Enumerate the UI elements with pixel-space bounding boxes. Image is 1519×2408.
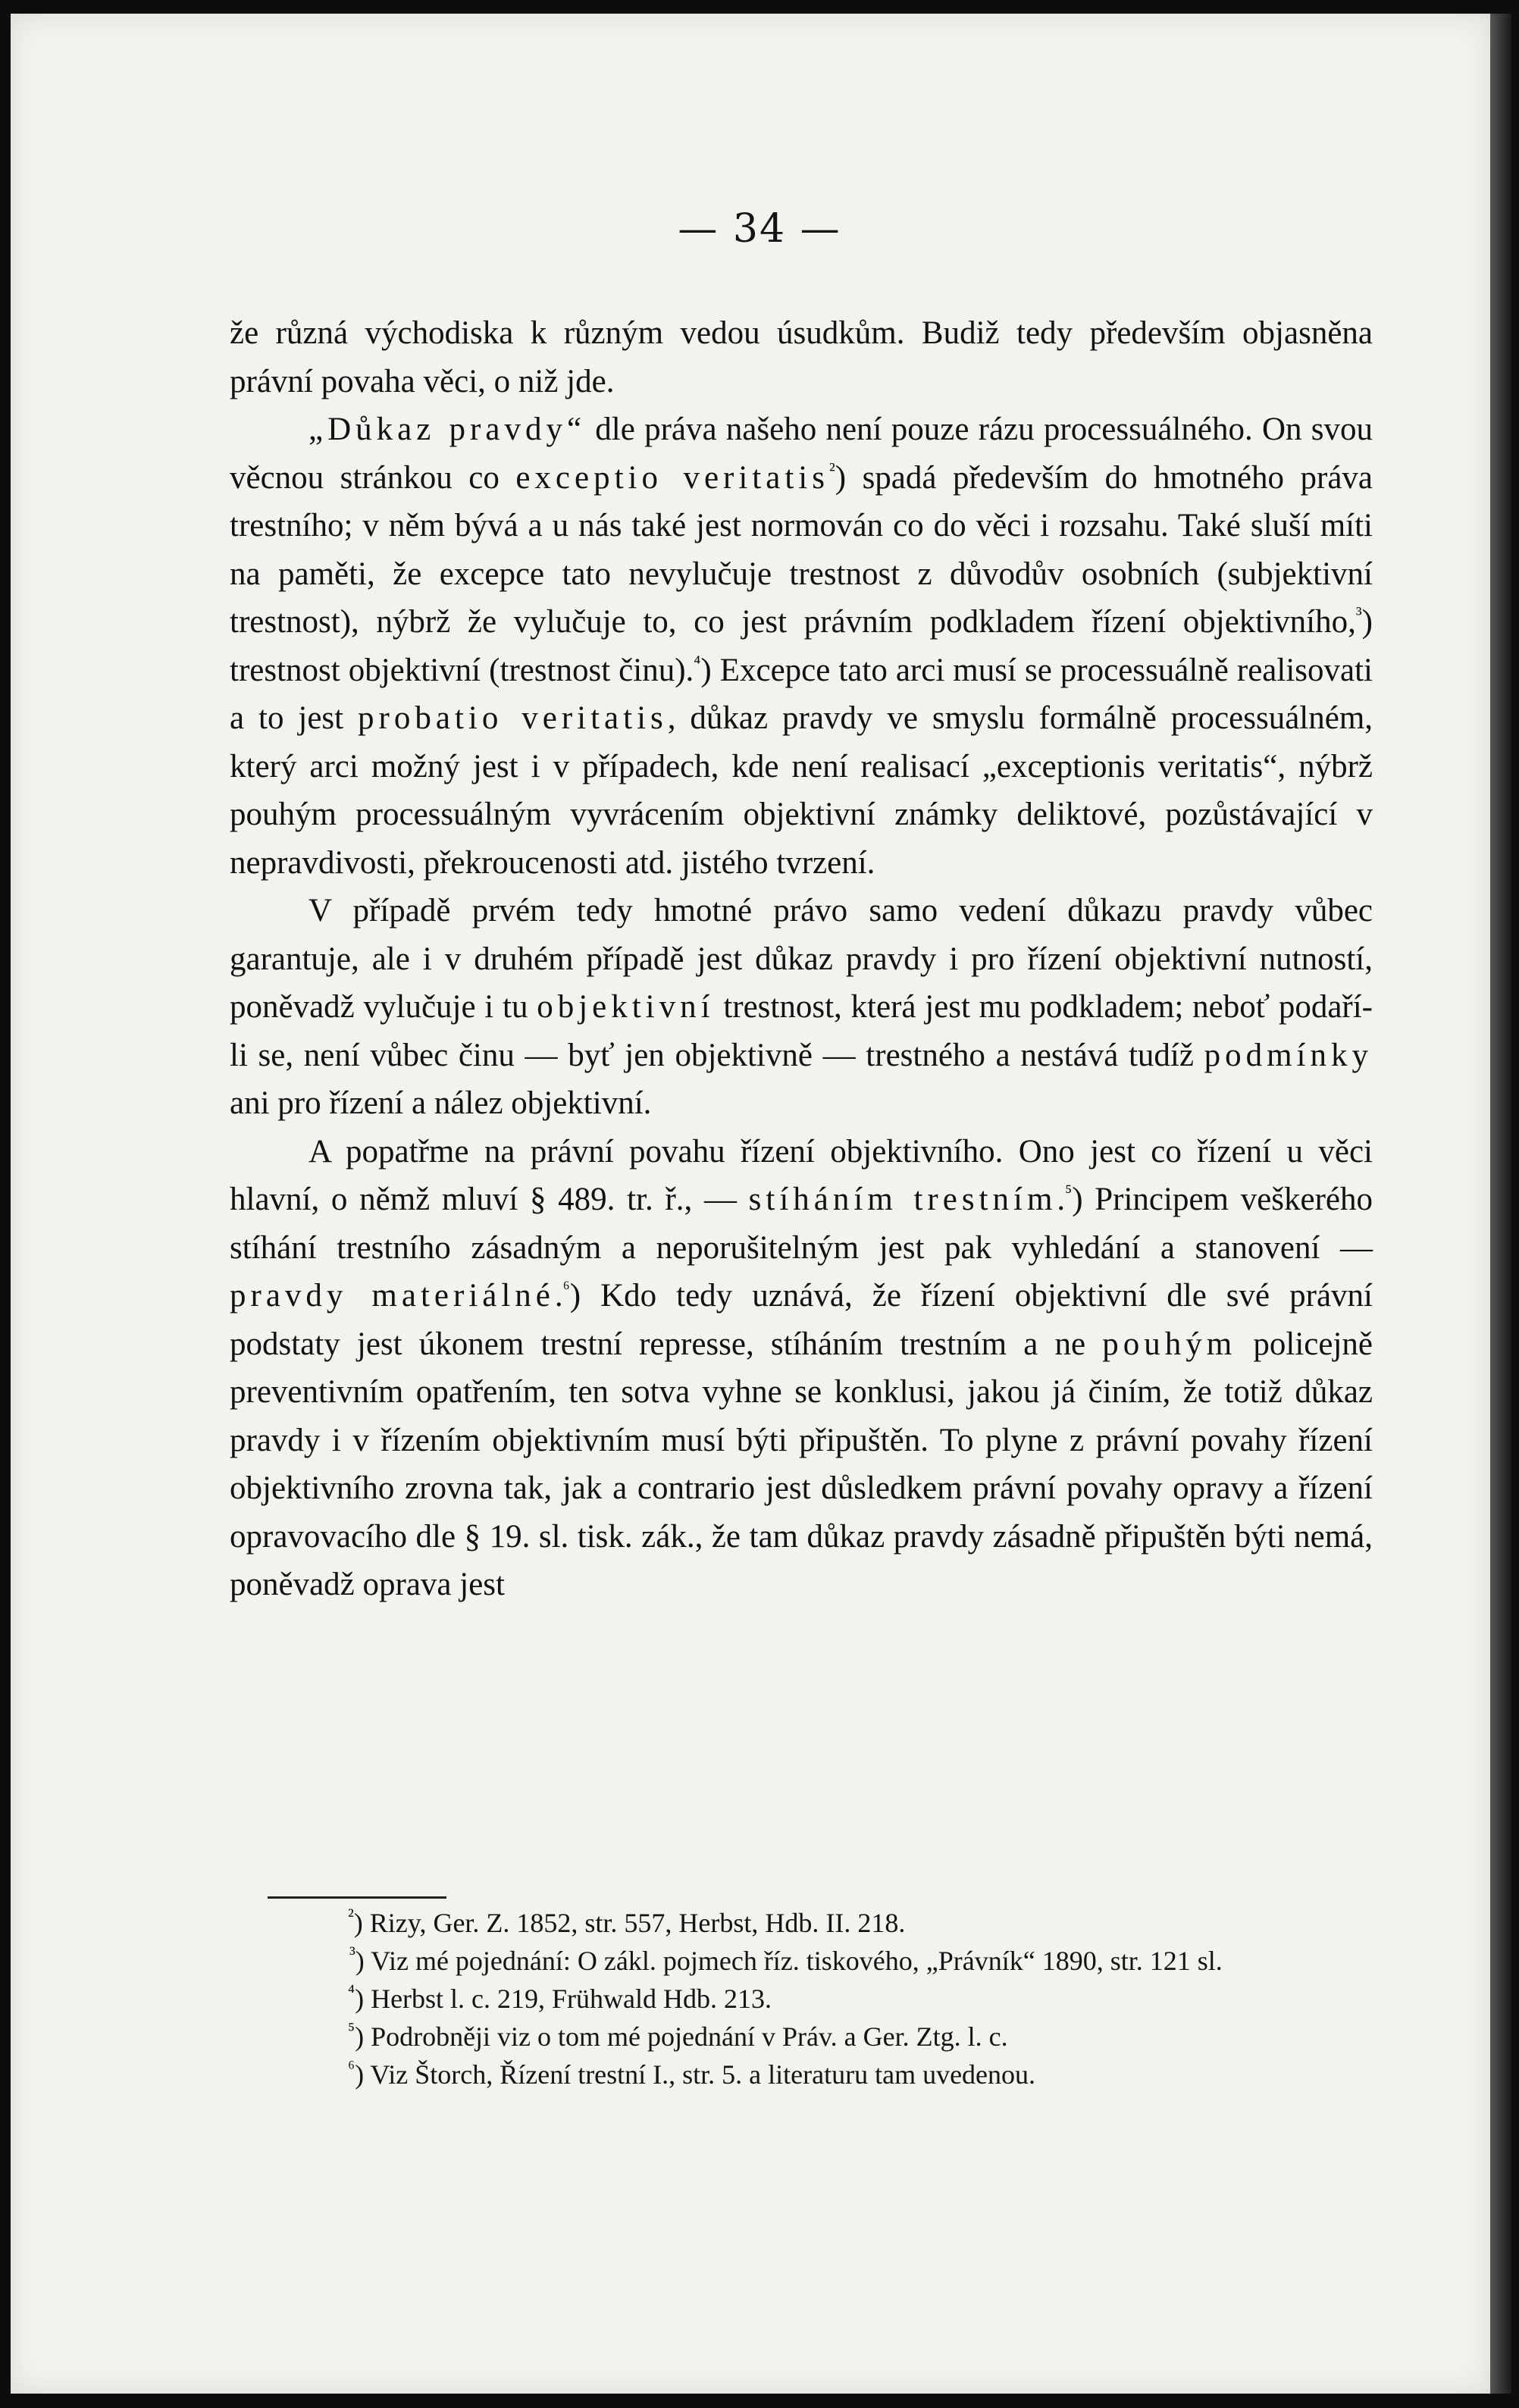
term-podminky: podmínky: [1204, 1037, 1373, 1073]
footnote-ref-3: ³: [1355, 603, 1362, 625]
footnote-divider: [268, 1896, 446, 1899]
footnote-2: $^{^2}$) Rizy, Ger. Z. 1852, str. 557, Herbst, Hdb. II. 218.: [348, 1905, 906, 1938]
paragraph-2: „Důkaz pravdy“ dle práva našeho není pouze rázu processuálného. On svou věcnou stránkou co exceptio veritatis$^{^2}$) spadá především do hmotného práva trestního; v něm bývá a u nás také jest normován co do věci i rozsahu. Také sluší míti na paměti, že excepce tato nevylučuje trestnost z důvodův osobních (subjektivní trestnost), nýbrž že vylučuje to, co jest právním podkladem řízení objektivního,$^{^3}$) trestnost objektivní (trestnost činu).$^{^4}$) Excepce tato arci musí se processuálně realisovati a to jest probatio veritatis, důkaz pravdy ve smyslu formálně processuálném, který arci možný jest i v případech, kde není realisací „exceptionis veritatis“, nýbrž pouhým processuálným vyvrácením objektivní známky deliktové, pozůstávající v nepravdivosti, překroucenosti atd. jistého tvrzení.: [230, 412, 1373, 881]
footnote-5: $^{^5}$) Podrobněji viz o tom mé pojednání v Práv. a Ger. Ztg. l. c.: [348, 2018, 1008, 2052]
footnote-ref-4: ⁴: [694, 651, 701, 674]
footnotes: [230, 1904, 1373, 2093]
footnote-3: $^{^3}$) Viz mé pojednání: O zákl. pojmech říz. tiskového, „Právník“ 1890, str. 121 sl.: [349, 1943, 1223, 1976]
footnote-6: $^{^6}$) Viz Štorch, Řízení trestní I., str. 5. a literaturu tam uvedenou.: [348, 2056, 1036, 2090]
term-pouhym: pouhým: [1102, 1326, 1237, 1362]
footnote-ref-5: ⁵: [1065, 1180, 1073, 1203]
page-number: — 34 —: [678, 206, 841, 252]
term-dukaz-pravdy: „Důkaz pravdy“: [308, 412, 587, 447]
main-text: [230, 309, 1373, 1609]
term-pravdy-materialne: pravdy materiálné: [230, 1278, 555, 1314]
footnote-ref-2: ²: [828, 459, 835, 481]
term-stihanim-trestnim: stíháním trestním: [748, 1182, 1057, 1217]
paragraph-1: že různá východiska k různým vedou úsudkům. Budiž tedy především objasněna právní povaha věci, o niž jde.: [230, 315, 1373, 399]
footnote-ref-6: ⁶: [562, 1276, 570, 1299]
paragraph-4: A popatřme na právní povahu řízení objektivního. Ono jest co řízení u věci hlavní, o němž mluví § 489. tr. ř., — stíháním trestním.$^{^5}$) Principem veškerého stíhání trestního zásadným a neporušitelným jest pak vyhledání a stanovení — pravdy materiálné.$^{^6}$) Kdo tedy uznává, že řízení objektivní dle své právní podstaty jest úkonem trestní represse, stíháním trestním a ne pouhým policejně preventivním opatřením, ten sotva vyhne se konklusi, jakou já činím, že totiž důkaz pravdy i v řízením objektivním musí býti připuštěn. To plyne z právní povahy řízení objektivního zrovna tak, jak a contrario jest důsledkem právní povahy opravy a řízení opravovacího dle § 19. sl. tisk. zák., že tam důkaz pravdy zásadně připuštěn býti nemá, poněvadž oprava jest: [230, 1133, 1373, 1602]
term-probatio-veritatis: probatio veritatis: [358, 700, 668, 736]
page-edge-shadow: [1490, 14, 1511, 2394]
footnote-4: $^{^4}$) Herbst l. c. 219, Frühwald Hdb. 213.: [348, 1981, 772, 2014]
paragraph-3: V případě prvém tedy hmotné právo samo vedení důkazu pravdy vůbec garantuje, ale i v druhém případě jest důkaz pravdy i pro řízení objektivní nutností, poněvadž vylučuje i tu objektivní trestnost, která jest mu podkladem; neboť podaří-li se, není vůbec činu — byť jen objektivně — trestného a nestává tudíž podmínky ani pro řízení a nález objektivní.: [230, 893, 1373, 1121]
term-exceptio-veritatis: exceptio veritatis: [515, 459, 829, 496]
term-objektivni: objektivní: [537, 989, 715, 1025]
